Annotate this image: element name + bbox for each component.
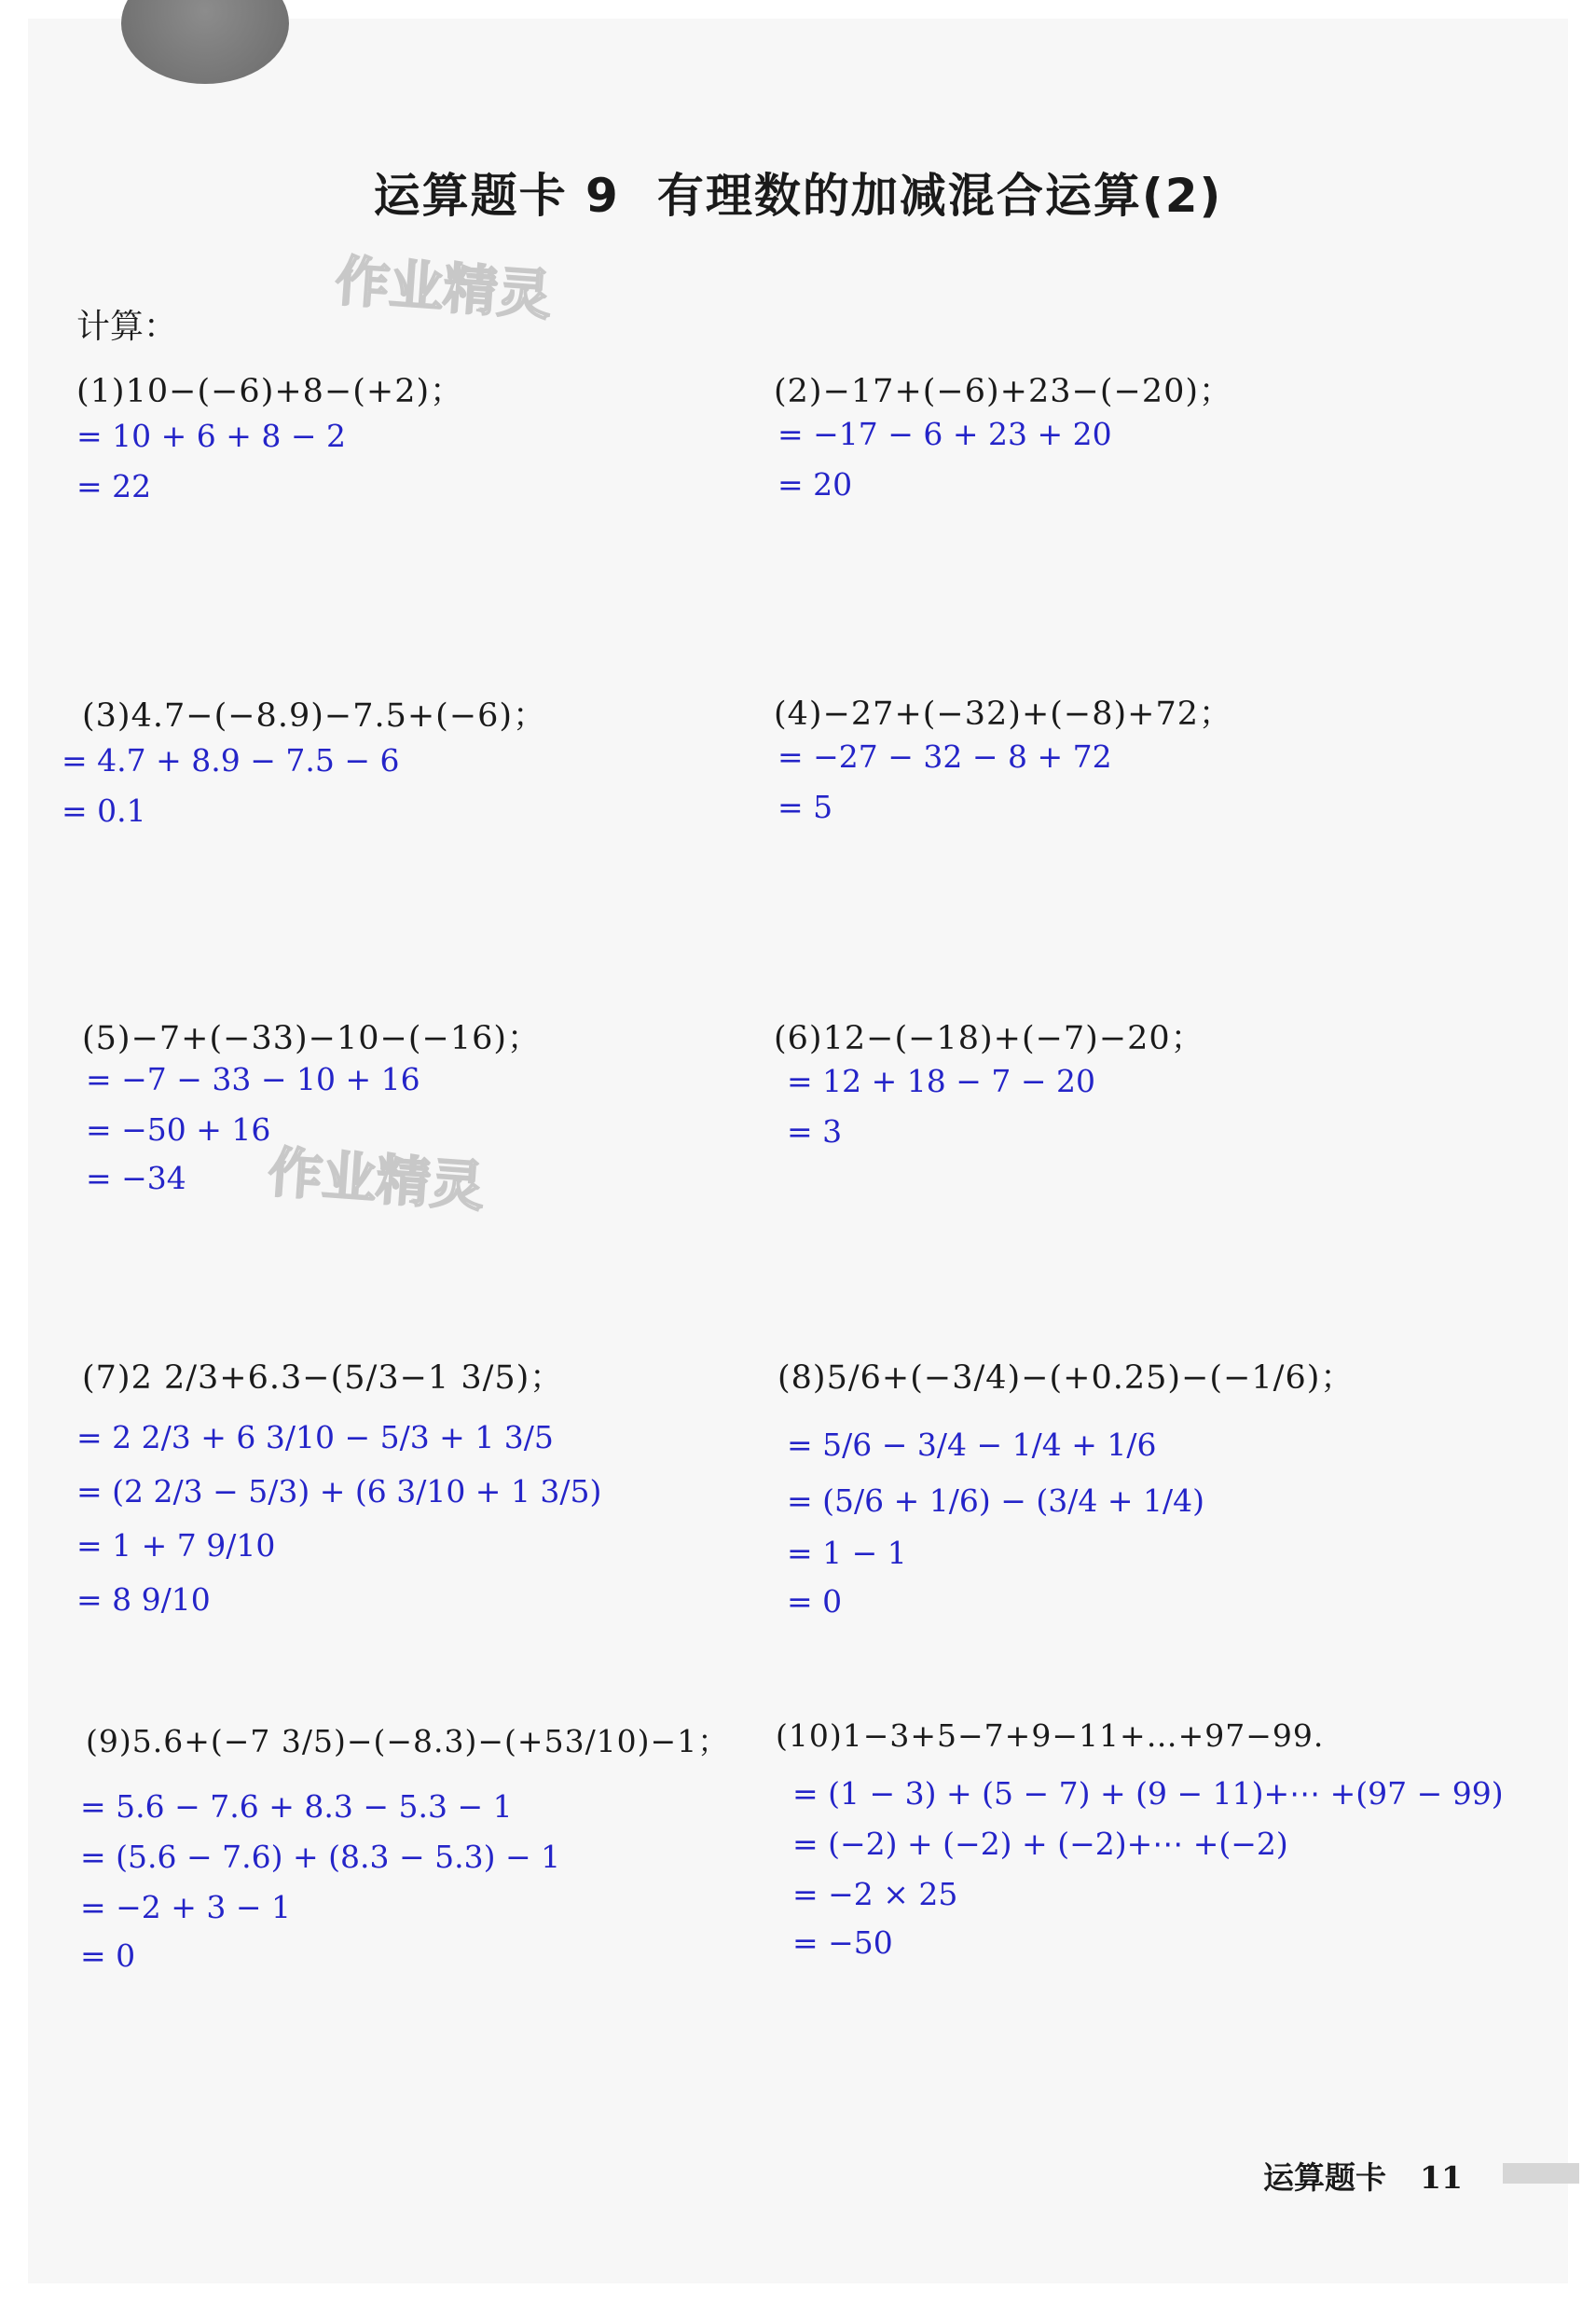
page-number: 11 bbox=[1420, 2159, 1463, 2196]
problem-6-question: (6)12−(−18)+(−7)−20； bbox=[774, 1020, 1204, 1057]
problem-4-step: = 5 bbox=[777, 789, 833, 825]
problem-9-step: = −2 + 3 − 1 bbox=[80, 1889, 292, 1925]
problem-7-question: (7)2 2/3+6.3−(5/3−1 3/5)； bbox=[82, 1359, 564, 1397]
problem-9-step: = 0 bbox=[80, 1937, 136, 1974]
corner-decoration bbox=[121, 0, 289, 84]
problem-9-step: = 5.6 − 7.6 + 8.3 − 5.3 − 1 bbox=[80, 1788, 513, 1825]
problem-7-step: = 8 9/10 bbox=[76, 1581, 211, 1618]
problem-3-step: = 4.7 + 8.9 − 7.5 − 6 bbox=[62, 742, 400, 779]
footer-label: 运算题卡 bbox=[1263, 2159, 1386, 2196]
page-title bbox=[0, 159, 1596, 226]
problem-2-step: = −17 − 6 + 23 + 20 bbox=[777, 416, 1112, 452]
title-main: 运算题卡 9 bbox=[373, 169, 620, 223]
problem-7-step: = 1 + 7 9/10 bbox=[76, 1527, 276, 1564]
problem-4-step: = −27 − 32 − 8 + 72 bbox=[777, 738, 1112, 775]
problem-8-step: = 5/6 − 3/4 − 1/4 + 1/6 bbox=[787, 1427, 1157, 1463]
problem-8-step: = 1 − 1 bbox=[787, 1535, 907, 1571]
problem-7-step: = (2 2/3 − 5/3) + (6 3/10 + 1 3/5) bbox=[76, 1473, 602, 1509]
instruction: 计算： bbox=[76, 308, 178, 346]
problem-3-step: = 0.1 bbox=[62, 793, 146, 829]
problem-8-step: = (5/6 + 1/6) − (3/4 + 1/4) bbox=[787, 1482, 1204, 1519]
problem-5-step: = −7 − 33 − 10 + 16 bbox=[86, 1061, 420, 1097]
problem-2-step: = 20 bbox=[777, 466, 853, 503]
problem-9-step: = (5.6 − 7.6) + (8.3 − 5.3) − 1 bbox=[80, 1839, 561, 1875]
problem-2-question: (2)−17+(−6)+23−(−20)； bbox=[774, 373, 1233, 410]
problem-1-question: (1)10−(−6)+8−(+2)； bbox=[76, 373, 464, 410]
problem-1-step: = 10 + 6 + 8 − 2 bbox=[76, 418, 347, 454]
problem-10-step: = −50 bbox=[792, 1924, 893, 1961]
problem-3-question: (3)4.7−(−8.9)−7.5+(−6)； bbox=[82, 697, 547, 735]
problem-10-question: (10)1−3+5−7+9−11+…+97−99. bbox=[776, 1717, 1325, 1754]
footer-bar bbox=[1503, 2163, 1579, 2184]
title-sub: 有理数的加减混合运算(2) bbox=[656, 169, 1223, 223]
problem-4-question: (4)−27+(−32)+(−8)+72； bbox=[774, 696, 1233, 733]
problem-9-question: (9)5.6+(−7 3/5)−(−8.3)−(+53/10)−1； bbox=[86, 1723, 730, 1759]
problem-5-question: (5)−7+(−33)−10−(−16)； bbox=[82, 1020, 542, 1057]
problem-5-step: = −50 + 16 bbox=[86, 1111, 271, 1148]
problem-10-step: = −2 × 25 bbox=[792, 1876, 958, 1912]
problem-10-step: = (−2) + (−2) + (−2)+⋯ +(−2) bbox=[792, 1826, 1288, 1862]
problem-8-question: (8)5/6+(−3/4)−(+0.25)−(−1/6)； bbox=[777, 1359, 1355, 1397]
problem-8-step: = 0 bbox=[787, 1583, 843, 1620]
page-footer bbox=[1263, 2154, 1463, 2198]
problem-10-step: = (1 − 3) + (5 − 7) + (9 − 11)+⋯ +(97 − 99) bbox=[792, 1775, 1504, 1812]
problem-7-step: = 2 2/3 + 6 3/10 − 5/3 + 1 3/5 bbox=[76, 1419, 554, 1455]
watermark: 作业精灵 bbox=[333, 248, 554, 327]
watermark: 作业精灵 bbox=[266, 1139, 487, 1219]
problem-6-step: = 12 + 18 − 7 − 20 bbox=[787, 1063, 1095, 1099]
problem-1-step: = 22 bbox=[76, 468, 152, 504]
problem-5-step: = −34 bbox=[86, 1160, 186, 1196]
problem-6-step: = 3 bbox=[787, 1113, 843, 1150]
